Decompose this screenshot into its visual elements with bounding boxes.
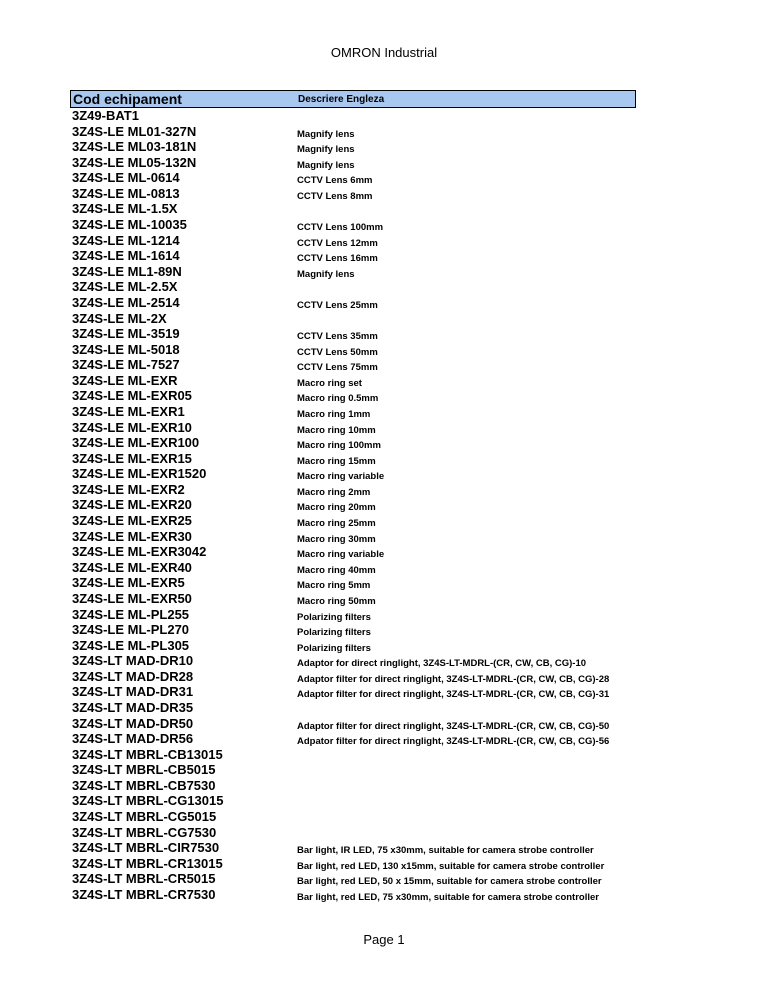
equipment-code: 3Z4S-LT MBRL-CB7530 <box>72 777 216 793</box>
table-row <box>72 809 672 825</box>
english-description: Macro ring variable <box>297 471 385 483</box>
english-description: Macro ring set <box>297 377 362 389</box>
table-row <box>72 544 672 560</box>
equipment-code: 3Z4S-LE ML-10035 <box>72 217 187 233</box>
equipment-code: 3Z4S-LE ML-2514 <box>72 294 180 310</box>
equipment-code: 3Z4S-LT MAD-DR56 <box>72 731 194 747</box>
equipment-code: 3Z4S-LE ML-PL305 <box>72 637 190 653</box>
english-description: Adaptor filter for direct ringlight, 3Z4S-LT-MDRL-(CR, CW, CB, CG)-31 <box>297 689 610 701</box>
equipment-code: 3Z4S-LT MBRL-CIR7530 <box>72 840 220 856</box>
equipment-code: 3Z4S-LE ML-EXR40 <box>72 559 192 575</box>
equipment-code: 3Z4S-LT MBRL-CR7530 <box>72 886 216 902</box>
english-description: Macro ring 25mm <box>297 518 376 530</box>
english-description: CCTV Lens 8mm <box>297 190 373 202</box>
equipment-code: 3Z4S-LE ML-EXR20 <box>72 497 192 513</box>
equipment-code: 3Z4S-LE ML-1614 <box>72 248 180 264</box>
equipment-code: 3Z4S-LE ML-1214 <box>72 232 180 248</box>
english-description: Polarizing filters <box>297 642 371 654</box>
english-description: Macro ring 1mm <box>297 408 371 420</box>
table-row <box>72 887 672 903</box>
page-footer: Page 1 <box>363 932 405 947</box>
english-description: Adaptor filter for direct ringlight, 3Z4S-LT-MDRL-(CR, CW, CB, CG)-28 <box>297 673 610 685</box>
table-row <box>72 607 672 623</box>
english-description: CCTV Lens 100mm <box>297 222 384 234</box>
english-description: Magnify lens <box>297 159 355 171</box>
english-description: Macro ring 10mm <box>297 424 376 436</box>
table-row <box>72 638 672 654</box>
table-row <box>72 264 672 280</box>
equipment-code: 3Z4S-LE ML-0813 <box>72 185 180 201</box>
english-description: Macro ring 50mm <box>297 595 376 607</box>
table-row <box>72 248 672 264</box>
equipment-code: 3Z4S-LE ML-2.5X <box>72 279 178 295</box>
english-description: Macro ring 20mm <box>297 502 376 514</box>
table-row <box>72 233 672 249</box>
equipment-code: 3Z4S-LT MBRL-CR13015 <box>72 855 223 871</box>
equipment-code: 3Z4S-LE ML05-132N <box>72 154 197 170</box>
equipment-code: 3Z4S-LE ML-EXR <box>72 372 178 388</box>
english-description: Macro ring 5mm <box>297 580 371 592</box>
english-description: Macro ring 2mm <box>297 486 371 498</box>
table-row <box>72 170 672 186</box>
column-header-code: Cod echipament <box>73 91 182 107</box>
table-row <box>72 108 672 124</box>
table-row <box>72 529 672 545</box>
table-row <box>72 124 672 140</box>
english-description: Magnify lens <box>297 268 355 280</box>
english-description: Adaptor for direct ringlight, 3Z4S-LT-MDRL-(CR, CW, CB, CG)-10 <box>297 658 587 670</box>
equipment-code: 3Z4S-LE ML-EXR2 <box>72 481 185 497</box>
equipment-code: 3Z4S-LT MBRL-CG13015 <box>72 793 224 809</box>
table-row <box>72 201 672 217</box>
english-description: Bar light, red LED, 50 x 15mm, suitable for camera strobe controller <box>297 876 602 888</box>
english-description: Polarizing filters <box>297 627 371 639</box>
english-description: Polarizing filters <box>297 611 371 623</box>
table-row <box>72 684 672 700</box>
equipment-code: 3Z4S-LE ML-EXR5 <box>72 575 185 591</box>
table-row <box>72 342 672 358</box>
table-row <box>72 466 672 482</box>
equipment-code: 3Z4S-LE ML-0614 <box>72 170 180 186</box>
english-description: Adaptor filter for direct ringlight, 3Z4S-LT-MDRL-(CR, CW, CB, CG)-50 <box>297 720 610 732</box>
table-row <box>72 591 672 607</box>
equipment-code: 3Z4S-LT MAD-DR50 <box>72 715 194 731</box>
english-description: CCTV Lens 6mm <box>297 175 373 187</box>
english-description: Magnify lens <box>297 128 355 140</box>
table-row <box>72 731 672 747</box>
equipment-code: 3Z4S-LT MAD-DR31 <box>72 684 194 700</box>
english-description: CCTV Lens 25mm <box>297 299 378 311</box>
table-row <box>72 357 672 373</box>
table-row <box>72 388 672 404</box>
table-row <box>72 186 672 202</box>
english-description: Macro ring 30mm <box>297 533 376 545</box>
equipment-code: 3Z4S-LE ML-EXR15 <box>72 450 192 466</box>
table-row <box>72 295 672 311</box>
table-row <box>72 716 672 732</box>
equipment-code: 3Z4S-LT MBRL-CR5015 <box>72 871 216 887</box>
equipment-code: 3Z4S-LE ML-PL270 <box>72 622 190 638</box>
table-row <box>72 139 672 155</box>
table-row <box>72 155 672 171</box>
equipment-code: 3Z4S-LT MAD-DR10 <box>72 653 194 669</box>
table-row <box>72 762 672 778</box>
equipment-code: 3Z4S-LE ML-EXR1520 <box>72 466 207 482</box>
table-row <box>72 451 672 467</box>
table-row <box>72 420 672 436</box>
table-row <box>72 840 672 856</box>
page-header: OMRON Industrial <box>330 45 438 60</box>
equipment-code: 3Z4S-LE ML-EXR1 <box>72 403 185 419</box>
table-row <box>72 217 672 233</box>
equipment-code: 3Z4S-LE ML-2X <box>72 310 167 326</box>
equipment-code: 3Z4S-LT MBRL-CB5015 <box>72 762 216 778</box>
equipment-code: 3Z4S-LE ML-EXR50 <box>72 590 192 606</box>
equipment-code: 3Z4S-LE ML-EXR10 <box>72 419 192 435</box>
equipment-code: 3Z4S-LT MAD-DR28 <box>72 668 194 684</box>
table-row <box>72 793 672 809</box>
equipment-code: 3Z4S-LT MBRL-CB13015 <box>72 746 223 762</box>
equipment-code: 3Z4S-LE ML01-327N <box>72 123 197 139</box>
equipment-code: 3Z4S-LT MAD-DR35 <box>72 699 194 715</box>
equipment-code: 3Z4S-LE ML-PL255 <box>72 606 190 622</box>
table-row <box>72 560 672 576</box>
table-row <box>72 622 672 638</box>
equipment-code: 3Z4S-LE ML03-181N <box>72 139 197 155</box>
table-header-row <box>70 90 636 108</box>
equipment-code: 3Z4S-LE ML1-89N <box>72 263 182 279</box>
table-row <box>72 373 672 389</box>
table-row <box>72 747 672 763</box>
table-row <box>72 404 672 420</box>
table-row <box>72 700 672 716</box>
english-description: Bar light, red LED, 75 x30mm, suitable for camera strobe controller <box>297 891 599 903</box>
equipment-code: 3Z4S-LE ML-3519 <box>72 326 180 342</box>
equipment-code: 3Z4S-LT MBRL-CG5015 <box>72 809 217 825</box>
english-description: CCTV Lens 50mm <box>297 346 378 358</box>
table-row <box>72 279 672 295</box>
equipment-code: 3Z4S-LE ML-EXR100 <box>72 435 200 451</box>
english-description: CCTV Lens 75mm <box>297 362 378 374</box>
table-row <box>72 669 672 685</box>
table-row <box>72 435 672 451</box>
table-body <box>72 108 672 902</box>
table-row <box>72 856 672 872</box>
table-row <box>72 311 672 327</box>
english-description: Bar light, red LED, 130 x15mm, suitable for camera strobe controller <box>297 860 605 872</box>
equipment-code: 3Z49-BAT1 <box>72 108 139 123</box>
english-description: Adpator filter for direct ringlight, 3Z4S-LT-MDRL-(CR, CW, CB, CG)-56 <box>297 736 610 748</box>
english-description: Macro ring 100mm <box>297 440 381 452</box>
equipment-code: 3Z4S-LE ML-1.5X <box>72 201 178 217</box>
table-row <box>72 778 672 794</box>
equipment-code: 3Z4S-LE ML-EXR3042 <box>72 544 207 560</box>
table-row <box>72 653 672 669</box>
equipment-code: 3Z4S-LE ML-EXR30 <box>72 528 192 544</box>
equipment-code: 3Z4S-LE ML-5018 <box>72 341 180 357</box>
table-row <box>72 326 672 342</box>
english-description: CCTV Lens 35mm <box>297 331 378 343</box>
english-description: Macro ring 40mm <box>297 564 376 576</box>
equipment-code: 3Z4S-LT MBRL-CG7530 <box>72 824 217 840</box>
english-description: Macro ring 0.5mm <box>297 393 379 405</box>
english-description: CCTV Lens 12mm <box>297 237 378 249</box>
english-description: Macro ring 15mm <box>297 455 376 467</box>
table-row <box>72 871 672 887</box>
table-row <box>72 825 672 841</box>
english-description: Macro ring variable <box>297 549 385 561</box>
equipment-code: 3Z4S-LE ML-EXR25 <box>72 513 192 529</box>
equipment-code: 3Z4S-LE ML-7527 <box>72 357 180 373</box>
table-row <box>72 575 672 591</box>
column-header-description: Descriere Engleza <box>298 94 385 105</box>
english-description: CCTV Lens 16mm <box>297 253 378 265</box>
english-description: Bar light, IR LED, 75 x30mm, suitable for camera strobe controller <box>297 845 594 857</box>
table-row <box>72 513 672 529</box>
equipment-code: 3Z4S-LE ML-EXR05 <box>72 388 192 404</box>
table-row <box>72 497 672 513</box>
table-row <box>72 482 672 498</box>
english-description: Magnify lens <box>297 144 355 156</box>
